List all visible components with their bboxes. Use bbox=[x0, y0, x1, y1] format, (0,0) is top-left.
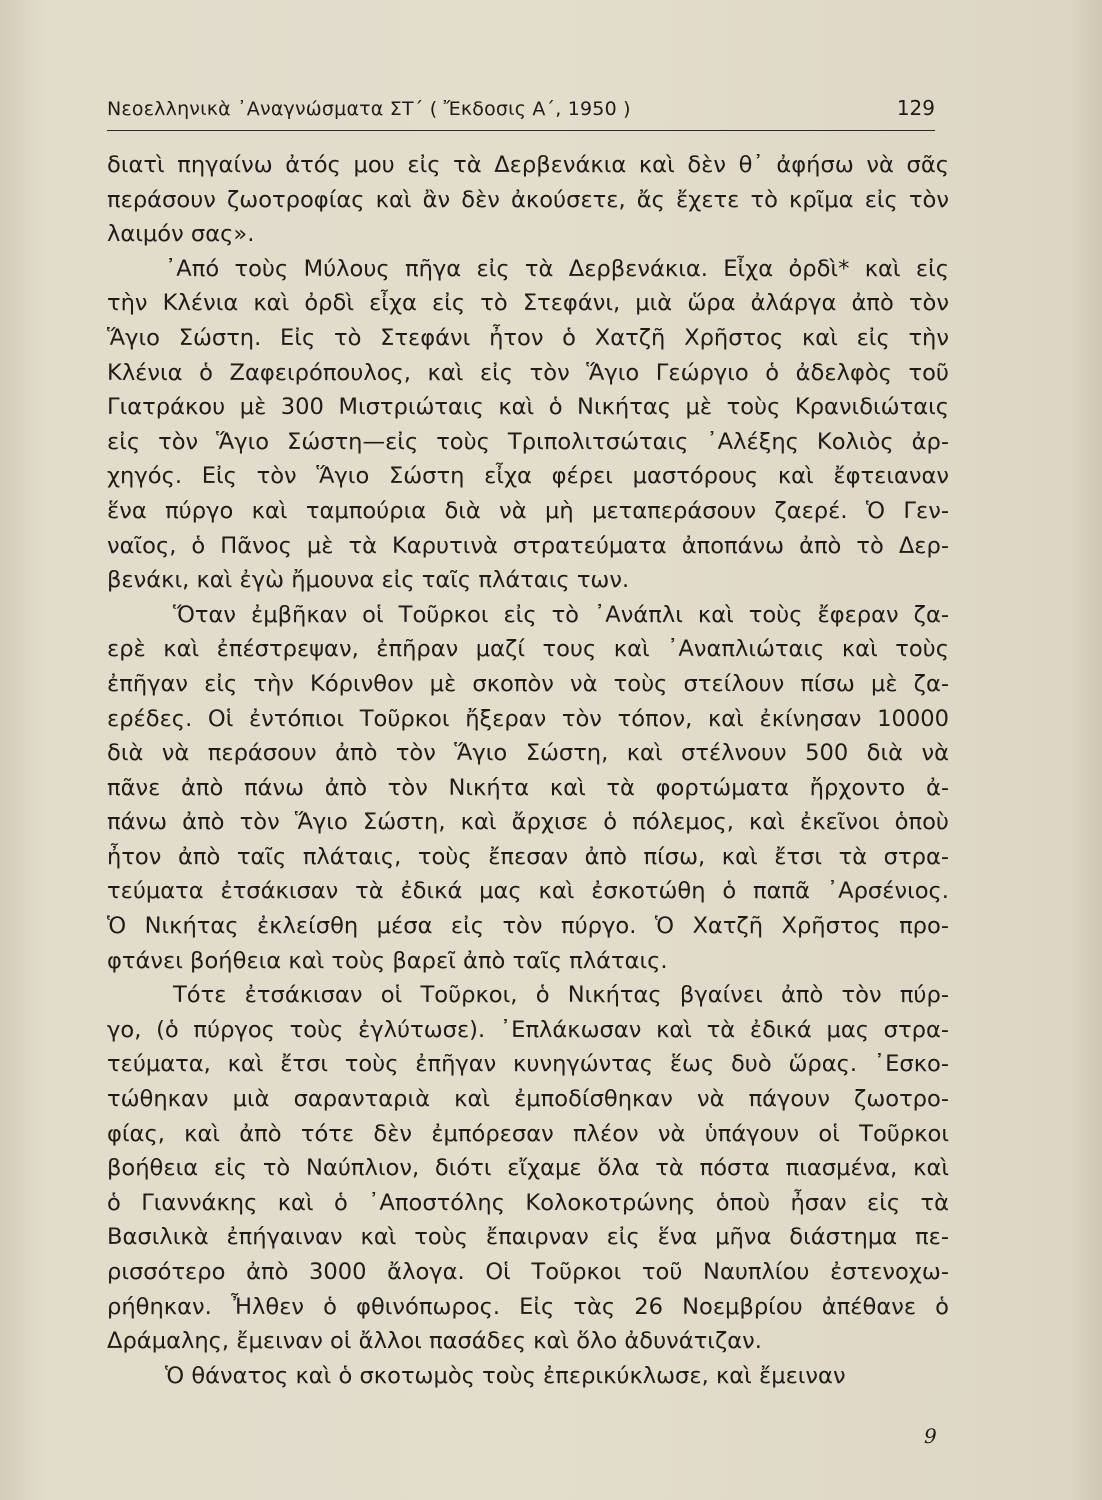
text-line: Τότε ἐτσάκισαν οἱ Τοῦρκοι, ὁ Νικήτας βγαίνει ἀπὸ τὸν πύρ- bbox=[173, 982, 949, 1009]
text-line: διατὶ πηγαίνω ἀτός μου εἰς τὰ Δερβενάκια καὶ δὲν θ᾿ ἀφήσω νὰ σᾶς bbox=[107, 152, 949, 178]
text-line: Βασιλικὰ ἐπήγαιναν καὶ τοὺς ἔπαιρναν εἰς ἕνα μῆνα διάστημα πε- bbox=[107, 1224, 949, 1251]
text-line: Ἅγιο Σώστη. Εἰς τὸ Στεφάνι ἦτον ὁ Χατζῆ Χρῆστος καὶ εἰς τὴν bbox=[107, 324, 949, 351]
text-line: ρήθηκαν. Ἦλθεν ὁ φθινόπωρος. Εἰς τὰς 26 Νοεμβρίου ἀπέθανε ὁ bbox=[107, 1293, 949, 1320]
text-line: ἦτον ἀπὸ ταῖς πλάταις, τοὺς ἔπεσαν ἀπὸ πίσω, καὶ ἔτσι τὰ στρα- bbox=[107, 843, 949, 870]
header-title: Νεοελληνικὰ ᾿Αναγνώσματα ΣΤ΄ ( Ἔκδοσις Α΄, 1950 ) bbox=[107, 98, 631, 120]
text-line: Κλένια ὁ Ζαφειρόπουλος, καὶ εἰς τὸν Ἅγιο Γεώργιο ὁ ἀδελφὸς τοῦ bbox=[107, 359, 949, 386]
text-line: ἕνα πύργο καὶ ταμπούρια διὰ νὰ μὴ μεταπεράσουν ζαερέ. Ὁ Γεν- bbox=[107, 497, 949, 524]
text-line: ερέδες. Οἱ ἐντόπιοι Τοῦρκοι ἤξεραν τὸν τόπον, καὶ ἐκίνησαν 10000 bbox=[107, 705, 949, 732]
text-line: ᾿Από τοὺς Μύλους πῆγα εἰς τὰ Δερβενάκια. Εἶχα ὀρδὶ* καὶ εἰς bbox=[165, 255, 949, 282]
text-line: πᾶνε ἀπὸ πάνω ἀπὸ τὸν Νικήτα καὶ τὰ φορτώματα ἤρχοντο ἀ- bbox=[107, 774, 949, 801]
text-line: τεύματα ἐτσάκισαν τὰ ἐδικά μας καὶ ἐσκοτώθη ὁ παπᾶ ᾿Αρσένιος. bbox=[107, 878, 949, 905]
text-line: εἰς τὸν Ἅγιο Σώστη—εἰς τοὺς Τριπολιτσώταις ᾿Αλέξης Κολιὸς ἀρ- bbox=[107, 428, 949, 455]
text-line: Ὁ θάνατος καὶ ὁ σκοτωμὸς τοὺς ἐπερικύκλωσε, καὶ ἔμειναν bbox=[165, 1362, 846, 1389]
text-line: τεύματα, καὶ ἔτσι τοὺς ἐπῆγαν κυνηγώντας ἕως δυὸ ὥρας. ᾿Εσκο- bbox=[107, 1051, 949, 1078]
page-number: 129 bbox=[896, 96, 935, 120]
text-line: Γιατράκου μὲ 300 Μιστριώταις καὶ ὁ Νικήτας μὲ τοὺς Κρανιδιώταις bbox=[107, 394, 949, 421]
text-line: βενάκι, καὶ ἐγὼ ἤμουνα εἰς ταῖς πλάταις των. bbox=[107, 567, 630, 594]
text-line: τώθηκαν μιὰ σαρανταριὰ καὶ ἐμποδίσθηκαν νὰ πάγουν ζωοτρο- bbox=[107, 1086, 949, 1113]
text-line: χηγός. Εἰς τὸν Ἅγιο Σώστη εἶχα φέρει μαστόρους καὶ ἔφτειαναν bbox=[107, 463, 949, 490]
text-line: φτάνει βοήθεια καὶ τοὺς βαρεῖ ἀπὸ ταῖς πλάταις. bbox=[107, 947, 668, 974]
text-line: ναῖος, ὁ Πᾶνος μὲ τὰ Καρυτινὰ στρατεύματα ἀποπάνω ἀπὸ τὸ Δερ- bbox=[107, 532, 949, 559]
text-line: Ὅταν ἐμβῆκαν οἱ Τοῦρκοι εἰς τὸ ᾿Ανάπλι καὶ τοὺς ἔφεραν ζα- bbox=[173, 601, 949, 628]
signature-mark: 9 bbox=[924, 1424, 937, 1448]
text-line: διὰ νὰ περάσουν ἀπὸ τὸν Ἅγιο Σώστη, καὶ στέλνουν 500 διὰ νὰ bbox=[107, 740, 949, 767]
text-line: ρισσότερο ἀπὸ 3000 ἄλογα. Οἱ Τοῦρκοι τοῦ Ναυπλίου ἐστενοχω- bbox=[107, 1259, 949, 1285]
text-line: ἐπῆγαν εἰς τὴν Κόρινθον μὲ σκοπὸν νὰ τοὺς στείλουν πίσω μὲ ζα- bbox=[107, 670, 949, 697]
text-line: περάσουν ζωοτροφίας καὶ ἂν δὲν ἀκούσετε, ἄς ἔχετε τὸ κρῖμα εἰς τὸν bbox=[107, 186, 949, 213]
text-line: γο, (ὁ πύργος τοὺς ἐγλύτωσε). ᾿Επλάκωσαν καὶ τὰ ἐδικά μας στρα- bbox=[107, 1016, 949, 1043]
running-header bbox=[107, 96, 935, 131]
text-line: φίας, καὶ ἀπὸ τότε δὲν ἐμπόρεσαν πλέον νὰ ὑπάγουν οἱ Τοῦρκοι bbox=[107, 1120, 949, 1147]
text-line: ὁ Γιαννάκης καὶ ὁ ᾿Αποστόλης Κολοκοτρώνης ὁποὺ ἦσαν εἰς τὰ bbox=[107, 1189, 949, 1216]
body-text bbox=[107, 148, 949, 1393]
text-line: ερὲ καὶ ἐπέστρεψαν, ἐπῆραν μαζί τους καὶ ᾿Αναπλιώταις καὶ τοὺς bbox=[107, 636, 949, 663]
text-line: βοήθεια εἰς τὸ Ναύπλιον, διότι εἴχαμε ὅλα τὰ πόστα πιασμένα, καὶ bbox=[107, 1155, 949, 1182]
text-line: τὴν Κλένια καὶ ὀρδὶ εἶχα εἰς τὸ Στεφάνι, μιὰ ὥρα ἀλάργα ἀπὸ τὸν bbox=[107, 290, 949, 317]
text-line: Δράμαλης, ἔμειναν οἱ ἄλλοι πασάδες καὶ ὅλο ἀδυνάτιζαν. bbox=[107, 1328, 762, 1355]
text-line: Ὁ Νικήτας ἐκλείσθη μέσα εἰς τὸν πύργο. Ὁ Χατζῆ Χρῆστος προ- bbox=[107, 913, 949, 940]
text-line: πάνω ἀπὸ τὸν Ἅγιο Σώστη, καὶ ἄρχισε ὁ πόλεμος, καὶ ἐκεῖνοι ὁποὺ bbox=[107, 809, 949, 836]
text-line: λαιμόν σας». bbox=[107, 221, 255, 248]
